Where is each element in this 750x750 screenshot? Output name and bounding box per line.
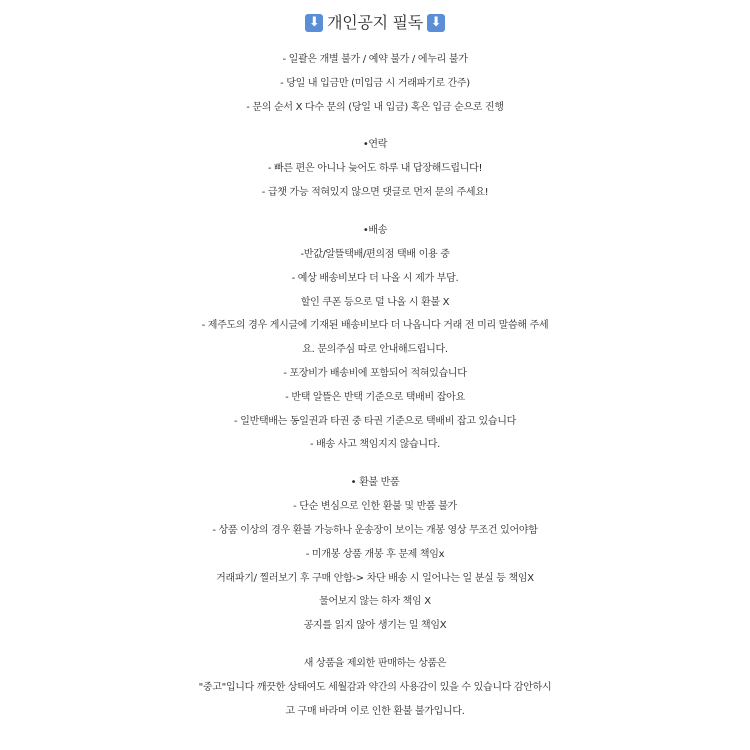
shipping-line: 할인 쿠폰 등으로 덜 나올 시 환불 X [300,296,450,308]
closing-line: "중고"입니다 깨끗한 상태여도 세월감과 약간의 사용감이 있을 수 있습니다 감안하시 [198,681,552,693]
refund-section [0,471,750,638]
refund-line: 공지를 읽지 않아 생기는 일 책임X [303,620,447,632]
shipping-line: 요. 문의주심 따로 안내해드립니다. [302,344,448,356]
shipping-line: - 포장비가 배송비에 포함되어 적혀있습니다 [283,367,467,379]
refund-line: 물어보지 않는 하자 책임 X [319,596,431,608]
rule-line: - 당일 내 입금만 (미입금 시 거래파기로 간주) [280,77,470,89]
closing-line: 새 상품을 제외한 판매하는 상품은 [303,657,447,669]
notice-board [0,8,750,723]
shipping-line: - 반택 알뜰은 반택 기준으로 택배비 잡아요 [285,391,465,403]
shipping-line: - 일반택배는 동일권과 타권 중 타권 기준으로 택배비 잡고 있습니다 [234,415,516,427]
shipping-line: - 제주도의 경우 게시글에 기재된 배송비보다 더 나옵니다 거래 전 미리 말씀해 주세 [201,320,549,332]
refund-line: - 상품 이상의 경우 환불 가능하나 운송장이 보이는 개봉 영상 무조건 있어야함 [212,524,538,536]
shipping-section [0,219,750,457]
shipping-line: - 배송 사고 책임지지 않습니다. [309,439,441,451]
refund-line: - 미개봉 상품 개봉 후 문제 책임x [305,548,445,560]
general-rules [0,48,750,119]
rule-line: - 일괄은 개별 불가 / 예약 불가 / 에누리 불가 [282,54,468,65]
down-arrow-icon: ⬇ [427,14,445,32]
shipping-heading: •배송 [362,224,388,236]
refund-heading: • 환불 반품 [350,477,400,489]
contact-section [0,133,750,205]
contact-line: - 빠른 편은 아니나 늦어도 하루 내 답장해드립니다! [267,163,483,175]
down-arrow-icon: ⬇ [305,14,323,32]
notice-title-row [0,8,750,38]
closing-section [0,652,750,723]
shipping-line: - 예상 배송비보다 더 나올 시 제가 부담. [291,272,459,284]
shipping-line: -반값/알뜰택배/편의점 택배 이용 중 [300,248,450,260]
contact-heading: •연락 [362,139,388,151]
rule-line: - 문의 순서 X 다수 문의 (당일 내 입금) 혹은 입금 순으로 진행 [246,101,504,113]
closing-line: 고 구매 바라며 이로 인한 환불 불가입니다. [285,705,465,717]
refund-line: 거래파기/ 찔러보기 후 구매 안함-> 차단 배송 시 일어나는 일 분실 등 책임X [216,572,534,584]
contact-line: - 급챗 가능 적혀있지 않으면 댓글로 먼저 문의 주세요! [261,187,489,199]
refund-line: - 단순 변심으로 인한 환불 및 반품 불가 [293,501,457,513]
notice-title: 개인공지 필독 [327,13,423,32]
